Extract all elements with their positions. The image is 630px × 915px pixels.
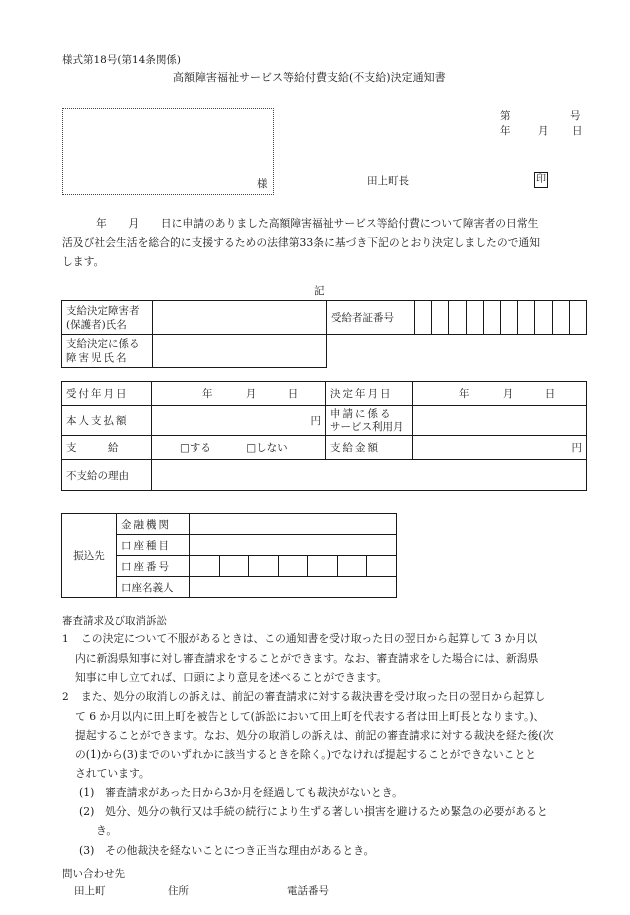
- child-label-line1: 支給決定に係る: [66, 338, 140, 350]
- bank-table: [61, 513, 397, 598]
- holder-field[interactable]: [190, 577, 397, 598]
- recipient-no-digit[interactable]: [483, 301, 500, 335]
- reason-label: 不支給の理由: [62, 460, 152, 491]
- reason-field[interactable]: [152, 460, 587, 491]
- account-number-digit[interactable]: [308, 556, 338, 577]
- institution-field[interactable]: [190, 514, 397, 535]
- appeal-sub-2-line2: き。: [96, 824, 118, 837]
- addressee-sama: 様: [257, 178, 268, 190]
- appeal-sub-2-line1: (2) 処分、処分の執行又は手続の続行により生ずる著しい損害を避けるため緊急の必要があると: [79, 805, 548, 818]
- payment-options: [152, 436, 326, 460]
- number-label-go: 号: [570, 110, 581, 122]
- guardian-label-line2: (保護者)氏名: [66, 318, 127, 331]
- decision-date-month: 月: [502, 388, 514, 400]
- payment-amount-label: 支給金額: [326, 436, 413, 460]
- recipient-no-digit[interactable]: [432, 301, 449, 335]
- appeal-p2-line1: また、処分の取消しの訴えは、前記の審査請求に対する裁決書を受け取った日の翌日から起算し: [81, 690, 546, 703]
- seal-mark: 印: [534, 172, 548, 188]
- child-name-label: [62, 335, 153, 368]
- appeal-p1-line2: 内に新潟県知事に対し審査請求をすることができます。なお、審査請求をした場合には、新潟県: [75, 652, 539, 665]
- appeal-sub-1: (1) 審査請求があった日から3か月を経過しても裁決がないとき。: [79, 786, 403, 799]
- contact-heading: 問い合わせ先: [62, 868, 125, 880]
- document-title: 高額障害福祉サービス等給付費支給(不支給)決定通知書: [173, 71, 446, 84]
- receipt-date-field[interactable]: [152, 382, 326, 406]
- decision-date-day: 日: [544, 388, 556, 400]
- account-type-field[interactable]: [190, 535, 397, 556]
- issue-date-year: 年: [500, 125, 511, 137]
- payment-option-yes[interactable]: □する: [180, 442, 211, 454]
- addressee-box[interactable]: [62, 108, 274, 195]
- receipt-date-day: 日: [287, 388, 299, 400]
- payment-amount-field[interactable]: [413, 436, 587, 460]
- intro-line-3: します。: [62, 255, 105, 268]
- account-type-label: 口座種目: [116, 535, 189, 556]
- institution-label: 金融機関: [116, 514, 189, 535]
- guardian-name-field[interactable]: [153, 301, 327, 335]
- decision-date-year: 年: [459, 388, 470, 400]
- payment-amount-yen: 円: [571, 442, 582, 454]
- account-number-digit[interactable]: [367, 556, 397, 577]
- contact-phone: 電話番号: [287, 885, 329, 897]
- recipient-no-digit[interactable]: [518, 301, 535, 335]
- child-label-line2: 障害児氏名: [66, 352, 129, 364]
- recipient-no-digit[interactable]: [500, 301, 517, 335]
- contact-town: 田上町: [74, 885, 106, 897]
- payment-option-no[interactable]: □しない: [246, 442, 288, 454]
- account-number-digit[interactable]: [249, 556, 279, 577]
- number-label-dai: 第: [500, 110, 511, 122]
- account-number-digit[interactable]: [337, 556, 367, 577]
- receipt-date-month: 月: [245, 388, 257, 400]
- contact-address: 住所: [168, 885, 189, 897]
- appeal-p2-line5: されています。: [75, 767, 150, 780]
- service-month-label: [326, 406, 413, 436]
- recipient-no-digit[interactable]: [569, 301, 586, 335]
- issuer-name: 田上町長: [367, 175, 409, 187]
- appeal-p2-line3: 提起することができます。なお、処分の取消しの訴えは、前記の審査請求に対する裁決を経た後(次: [75, 729, 554, 742]
- payment-label: 支 給: [62, 436, 152, 460]
- decision-table: [61, 381, 587, 491]
- receipt-date-year: 年: [202, 388, 213, 400]
- decision-date-label: 決定年月日: [326, 382, 413, 406]
- intro-line-1: 年 月 日に申請のありました高額障害福祉サービス等給付費について障害者の日常生: [96, 217, 539, 230]
- self-pay-field[interactable]: [152, 406, 326, 436]
- self-pay-label: 本人支払額: [62, 406, 152, 436]
- receipt-date-label: 受付年月日: [62, 382, 152, 406]
- empty-area: [327, 335, 587, 368]
- service-month-label-line2: サービス利用月: [330, 420, 404, 433]
- guardian-label-line1: 支給決定障害者: [66, 304, 140, 317]
- recipient-no-digit[interactable]: [415, 301, 432, 335]
- guardian-name-label: [62, 301, 153, 335]
- recipient-no-digit[interactable]: [535, 301, 552, 335]
- recipient-no-digit[interactable]: [466, 301, 483, 335]
- ki-label: 記: [314, 285, 325, 297]
- form-number: 様式第18号(第14条関係): [62, 54, 181, 66]
- account-number-digit[interactable]: [219, 556, 249, 577]
- recipient-no-label: 受給者証番号: [327, 301, 415, 335]
- appeal-p1-line3: 知事に申し立てれば、口頭により意見を述べることができます。: [75, 671, 388, 684]
- appeal-p2-number: 2: [62, 691, 69, 703]
- issue-date-day: 日: [572, 125, 583, 137]
- child-name-field[interactable]: [153, 335, 327, 368]
- intro-line-2: 活及び社会生活を総合的に支援するための法律第33条に基づき下記のとおり決定しましたので通知: [62, 236, 541, 249]
- appeal-p2-line4: の(1)から(3)までのいずれかに該当するときを除く。)でなければ提起することができないことと: [75, 748, 537, 761]
- recipient-no-digit[interactable]: [552, 301, 569, 335]
- appeal-p1-line1: この決定について不服があるときは、この通知書を受け取った日の翌日から起算して 3 か月以: [81, 632, 538, 645]
- recipient-no-digit[interactable]: [449, 301, 466, 335]
- account-number-label: 口座番号: [116, 556, 189, 577]
- decision-date-field[interactable]: [413, 382, 587, 406]
- account-number-digit[interactable]: [278, 556, 308, 577]
- appeal-sub-3: (3) その他裁決を経ないことにつき正当な理由があるとき。: [79, 844, 375, 857]
- self-pay-yen: 円: [310, 415, 321, 427]
- holder-label: 口座名義人: [116, 577, 189, 598]
- service-month-label-line1: 申請に係る: [330, 407, 393, 420]
- account-number-digit[interactable]: [190, 556, 220, 577]
- recipient-table: [61, 300, 587, 368]
- appeal-p2-line2: て 6 か月以内に田上町を被告として(訴訟において田上町を代表する者は田上町長となります。)、: [75, 710, 545, 723]
- transfer-label: 振込先: [62, 514, 117, 598]
- appeal-p1-number: 1: [62, 633, 69, 645]
- appeal-heading: 審査請求及び取消訴訟: [62, 615, 167, 627]
- issue-date-month: 月: [538, 125, 549, 137]
- service-month-field[interactable]: [413, 406, 587, 436]
